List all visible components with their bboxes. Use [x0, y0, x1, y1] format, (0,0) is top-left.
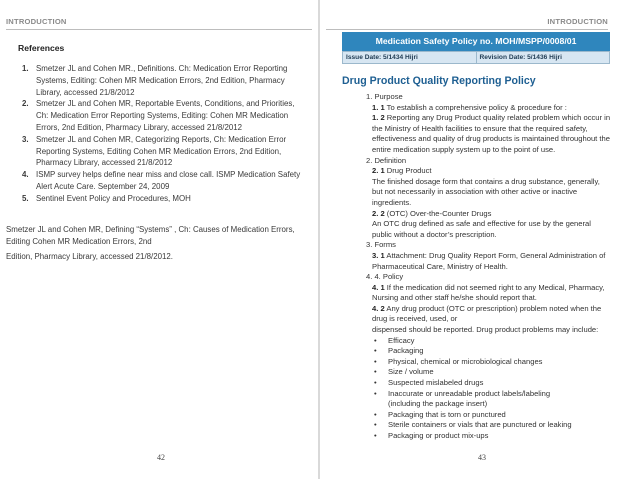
revision-date: Revision Date: 5/1436 Hijri [476, 52, 610, 63]
reference-text: Smetzer JL and Cohen MR, Categorizing Reports, Ch: Medication Error Reporting Systems, Editing Cohen MR Medication Errors, 2nd Edition, Pharmacy Library, accessed 21/8/2012 [36, 134, 287, 168]
list-item: • Efficacy [372, 336, 612, 347]
section-item [362, 251, 612, 272]
list-item-text: Inaccurate or unreadable product labels/labeling [388, 388, 551, 398]
section-item [362, 113, 612, 155]
reference-item [22, 134, 304, 169]
reference-number: 2. [22, 99, 29, 109]
section-item [362, 166, 612, 177]
reference-item [22, 169, 304, 193]
section-purpose-heading: 1. Purpose [366, 92, 403, 101]
item-number: 2. 2 [372, 208, 385, 218]
problem-list [362, 336, 612, 442]
item-text: Reporting any Drug Product quality related problem which occur in the Ministry of Health facilities to ensure that the required safety, effectiveness and quality of drug products is maintained throughout the entire medication supply system up to the point of use. [372, 113, 611, 154]
list-item: • Packaging [372, 346, 612, 357]
item-title: Drug Product [386, 166, 432, 176]
policy-body [362, 92, 612, 442]
item-number: 1. 2 [372, 113, 385, 123]
list-item: • Physical, chemical or microbiological changes [372, 357, 612, 368]
item-title: (OTC) Over-the-Counter Drugs [386, 208, 492, 218]
section-heading [366, 156, 612, 167]
item-number: 3. 1 [372, 250, 385, 260]
section-forms-heading: 3. Forms [366, 240, 396, 250]
item-number: 1. 1 [372, 102, 385, 112]
reference-number: 1. [22, 64, 29, 73]
section-definition-heading: 2. Definition [366, 155, 407, 165]
header-rule-right [326, 29, 608, 30]
section-heading [366, 272, 612, 283]
item-paragraph: The finished dosage form that contains a drug substance, generally, but not necessarily in association with other active or inactive ingredients. [372, 176, 600, 207]
list-item: • Packaging that is torn or punctured [372, 410, 612, 421]
list-item [372, 389, 612, 410]
item-number: 4. 1 [372, 282, 385, 292]
issue-date: Issue Date: 5/1434 Hijri [346, 54, 418, 61]
section-item [362, 209, 612, 220]
list-item: • Sterile containers or vials that are punctured or leaking [372, 420, 612, 431]
reference-extra [6, 224, 306, 265]
running-head-right: INTRODUCTION [547, 17, 608, 26]
item-text: To establish a comprehensive policy & procedure for : [386, 102, 567, 112]
section-heading [366, 92, 612, 103]
reference-extra-line-2: Edition, Pharmacy Library, accessed 21/8/2012. [6, 251, 173, 261]
reference-item [22, 193, 304, 205]
item-text: Attachment: Drug Quality Report Form, General Administration of Pharmaceutical Care, Ministry of Health. [372, 250, 606, 271]
policy-banner: Medication Safety Policy no. MOH/MSPP/0008/01 [342, 32, 610, 51]
reference-text: ISMP survey helps define near miss and close call. ISMP Medication Safety Alert Acute Care. September 24, 2009 [36, 170, 301, 191]
reference-extra-line-1: Smetzer JL and Cohen MR, Defining “Systems” , Ch: Causes of Medication Errors, Editing Cohen MR Medication Errors, 2nd [6, 225, 295, 246]
section-item [362, 304, 612, 325]
item-text: Any drug product (OTC or prescription) problem noted when the drug is received, used, or [372, 303, 602, 324]
header-rule-left [6, 29, 312, 30]
references-list [22, 63, 304, 205]
item-text: If the medication did not seemed right to any Medical, Pharmacy, Nursing and other staff he/she should report that. [372, 282, 605, 303]
policy-dates-table [342, 51, 610, 64]
list-item-continuation: (including the package insert) [388, 399, 488, 409]
page-number-left: 42 [157, 453, 165, 462]
reference-number: 4. [22, 170, 29, 180]
section-policy-heading: 4. 4. Policy [366, 272, 404, 282]
document-title: Drug Product Quality Reporting Policy [342, 75, 536, 87]
reference-number: 3. [22, 134, 29, 144]
item-number: 2. 1 [372, 166, 385, 176]
reference-number: 5. [22, 193, 29, 203]
section-item [362, 103, 612, 114]
left-page [0, 0, 318, 479]
item-paragraph: dispensed should be reported. Drug product problems may include: [372, 325, 599, 335]
reference-text: Smetzer JL and Cohen MR., Definitions. Ch: Medication Error Reporting Systems, Editing: Cohen MR Medication Errors, 2nd Edition, Pharmacy Library, accessed 21/8/2012 [36, 64, 288, 97]
reference-text: Smetzer JL and Cohen MR, Reportable Events, Conditions, and Priorities, Ch: Medication Error Reporting Systems, Editing: Cohen MR Medication Errors, 2nd Edition, Pharmacy Library, accessed 21/8/2012 [36, 99, 295, 132]
list-item: • Size / volume [372, 367, 612, 378]
right-page [320, 0, 638, 479]
list-item: • Packaging or product mix-ups [372, 431, 612, 442]
section-item [362, 283, 612, 304]
list-item: • Suspected mislabeled drugs [372, 378, 612, 389]
page-number-right: 43 [478, 453, 486, 462]
references-title: References [18, 43, 65, 53]
item-paragraph: An OTC drug defined as safe and effective for use by the general public without a doctor’s prescription. [372, 219, 591, 239]
reference-item [22, 63, 304, 98]
reference-item [22, 98, 304, 133]
reference-text: Sentinel Event Policy and Procedures, MOH [36, 193, 191, 203]
section-heading [366, 240, 612, 251]
item-number: 4. 2 [372, 303, 385, 313]
running-head-left: INTRODUCTION [6, 17, 67, 26]
